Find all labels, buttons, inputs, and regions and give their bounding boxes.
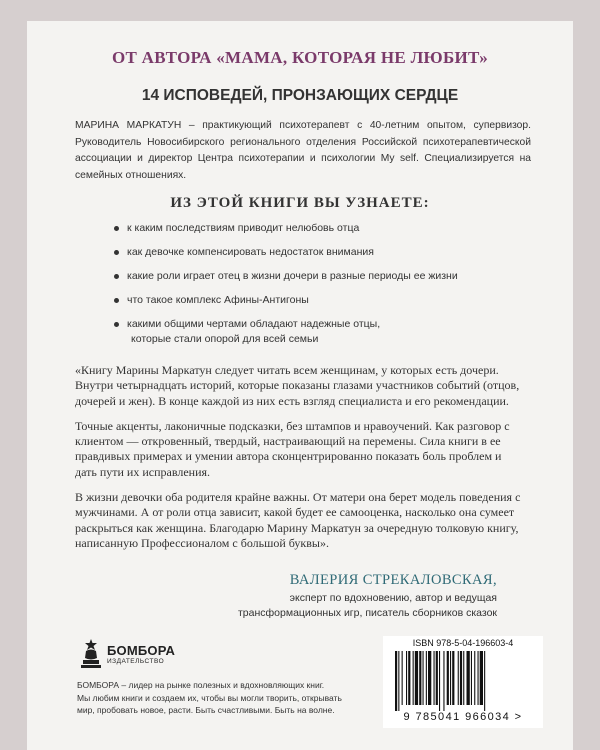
- barcode-bar: [415, 651, 418, 705]
- barcode-bar: [474, 651, 475, 705]
- barcode-bar: [471, 651, 472, 705]
- barcode-bar: [428, 651, 431, 705]
- barcode-bar: [460, 651, 462, 705]
- author-bio: МАРИНА МАРКАТУН – практикующий психотерапевт с 40-летним опытом, супервизор. Руководитель Новосибирского регионального отделения Российской психотерапевтической ассоциации и директор Центра психотерапии и психологии My self. Специализируется на семейных отношениях.: [75, 120, 531, 181]
- barcode-bar: [463, 651, 464, 705]
- tagline: ОТ АВТОРА «МАМА, КОТОРАЯ НЕ ЛЮБИТ»: [111, 48, 489, 67]
- barcode-bar: [450, 651, 451, 705]
- publisher-blurb: БОМБОРА – лидер на рынке полезных и вдохновляющих книг. Мы любим книги и создаем их, чтобы вы могли творить, открывать мир, пробовать новое, расти. Быть счастливыми. Быть на волне.: [77, 680, 342, 715]
- bullet-icon: [114, 250, 119, 255]
- bullet-icon: [114, 226, 119, 231]
- barcode-bars: [393, 651, 533, 711]
- learn-list: [127, 221, 527, 347]
- quote-paragraph: «Книгу Марины Маркатун следует читать всем женщинам, у которых есть дочери. Внутри четырнадцать историй, которые показаны глазами участников событий (отцов, дочерей и жен). В конце каждой из них есть взгляд специалиста и его рекомендации.: [75, 363, 520, 408]
- barcode-bar: [434, 651, 435, 705]
- barcode-bar: [413, 651, 414, 705]
- quote-paragraph: Точные акценты, лаконичные подсказки, без штампов и нравоучений. Как разговор с клиентом — откровенный, твердый, настраивающий на перемены. Сила книги в ее правдивых примерах и умении автора сконцентрированно показать боль проблем и дать пути их исправления.: [75, 418, 510, 479]
- bullet-icon: [114, 274, 119, 279]
- barcode-bar: [443, 651, 444, 711]
- list-item: к каким последствиям приводит нелюбовь отца: [127, 221, 527, 236]
- quote-paragraph: В жизни девочки оба родителя крайне важны. От матери она берет модель поведения с мужчинами. А от роли отца зависит, какой будет ее самооценка, насколько она сумеет раскрыться как женщина. Благодарю Марину Маркатун за очередную толковую книгу, написанную Профессионалом с большой буквы».: [75, 490, 521, 550]
- barcode-bar: [426, 651, 427, 705]
- publisher-logo: [79, 638, 229, 668]
- isbn-text: ISBN 978-5-04-196603-4: [412, 638, 514, 648]
- review-quote: [75, 363, 525, 561]
- list-item: как девочке компенсировать недостаток внимания: [127, 245, 527, 260]
- barcode-bar: [484, 651, 485, 711]
- publisher-sub: ИЗДАТЕЛЬСТВО: [107, 658, 165, 665]
- subtitle: 14 ИСПОВЕДЕЙ, ПРОНЗАЮЩИХ СЕРДЦЕ: [141, 87, 459, 104]
- barcode-bar: [436, 651, 438, 705]
- list-item: какими общими чертами обладают надежные отцы, которые стали опорой для всей семьи: [127, 317, 527, 347]
- barcode-bar: [402, 651, 403, 705]
- barcode-bar: [480, 651, 483, 705]
- barcode-bar: [447, 651, 449, 705]
- barcode-bar: [395, 651, 397, 711]
- barcode-number: 9 785041 966034 >: [403, 711, 523, 723]
- barcode-bar: [408, 651, 410, 705]
- bullet-icon: [114, 298, 119, 303]
- barcode-bar: [419, 651, 421, 705]
- bullet-icon: [114, 322, 119, 327]
- barcode-bar: [458, 651, 459, 705]
- learn-heading: ИЗ ЭТОЙ КНИГИ ВЫ УЗНАЕТЕ:: [170, 195, 430, 211]
- barcode-bar: [439, 651, 440, 711]
- review-author: [238, 572, 497, 621]
- barcode-bar: [478, 651, 479, 705]
- author-name: ВАЛЕРИЯ СТРЕКАЛОВСКАЯ,: [289, 572, 497, 588]
- barcode-bar: [452, 651, 454, 705]
- book-back-cover: [27, 21, 573, 750]
- isbn-barcode: [383, 636, 543, 728]
- barcode-bar: [398, 651, 399, 711]
- barcode-bar: [406, 651, 407, 705]
- barcode-bar: [467, 651, 470, 705]
- publisher-name: БОМБОРА: [107, 643, 176, 658]
- barcode-bar: [423, 651, 424, 705]
- list-item: что такое комплекс Афины-Антигоны: [127, 293, 527, 308]
- bombora-logo-icon: [79, 638, 103, 668]
- author-description: эксперт по вдохновению, автор и ведущая трансформационных игр, писатель сборников сказок: [238, 592, 497, 619]
- list-item: какие роли играет отец в жизни дочери в разные периоды ее жизни: [127, 269, 527, 284]
